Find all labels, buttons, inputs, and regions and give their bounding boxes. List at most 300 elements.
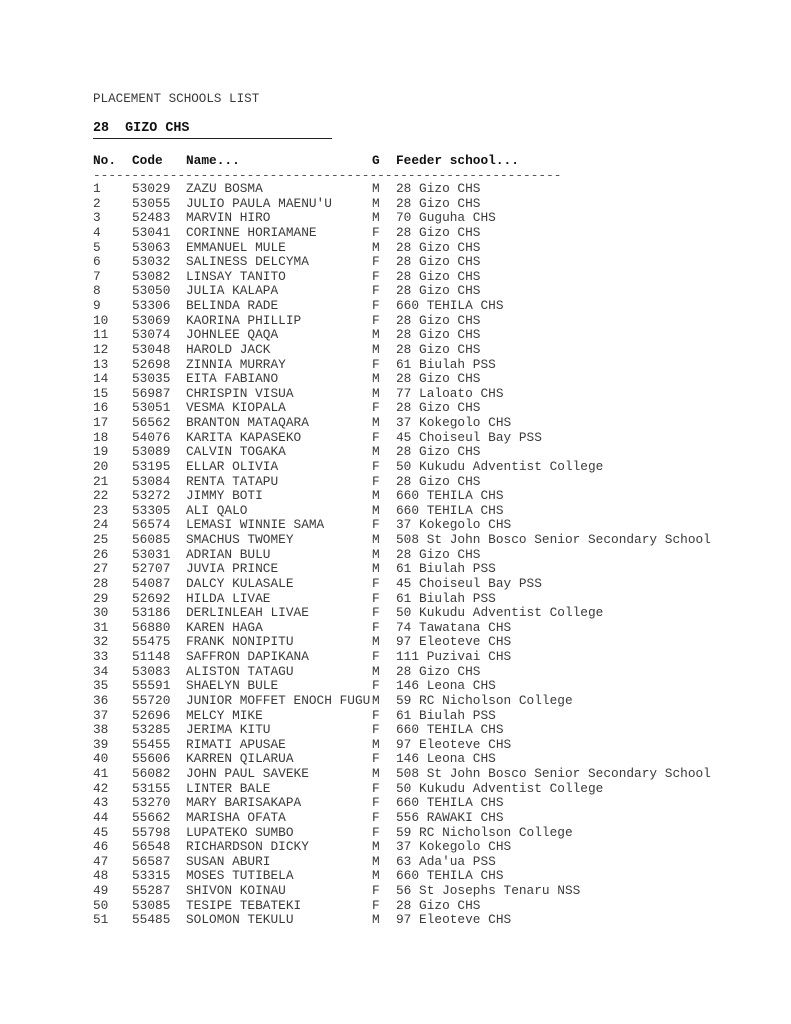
feeder-school: 97 Eleoteve CHS: [396, 912, 512, 928]
feeder-school: 59 RC Nicholson College: [396, 824, 573, 840]
row-number: 2: [93, 195, 101, 211]
student-code: 53155: [132, 780, 171, 796]
table-row: [0, 796, 791, 811]
student-name: JUNIOR MOFFET ENOCH FUGU: [186, 692, 371, 708]
table-row: [0, 241, 791, 256]
table-row: [0, 752, 791, 767]
student-name: JULIA KALAPA: [186, 283, 279, 299]
student-code: 55485: [132, 912, 171, 928]
row-number: 39: [93, 736, 109, 752]
row-number: 6: [93, 254, 101, 270]
row-number: 16: [93, 400, 109, 416]
feeder-school: 50 Kukudu Adventist College: [396, 780, 604, 796]
feeder-school: 56 St Josephs Tenaru NSS: [396, 883, 581, 898]
student-gender: M: [372, 766, 380, 781]
heading-underline: [93, 138, 332, 139]
table-row: [0, 343, 791, 358]
student-gender: F: [372, 707, 380, 723]
student-name: ADRIAN BULU: [186, 546, 271, 562]
student-code: 53083: [132, 663, 171, 679]
student-gender: F: [372, 605, 380, 621]
table-row: [0, 387, 791, 402]
student-code: 53084: [132, 473, 171, 489]
feeder-school: 37 Kokegolo CHS: [396, 415, 512, 430]
feeder-school: 660 TEHILA CHS: [396, 795, 504, 811]
feeder-school: 28 Gizo CHS: [396, 268, 481, 284]
student-code: 55287: [132, 883, 171, 898]
table-row: [0, 869, 791, 884]
student-code: 53041: [132, 224, 171, 240]
table-row: [0, 401, 791, 416]
student-name: KAORINA PHILLIP: [186, 312, 302, 328]
table-row: [0, 606, 791, 621]
row-number: 46: [93, 839, 109, 855]
table-row: [0, 299, 791, 314]
student-name: JUVIA PRINCE: [186, 561, 279, 577]
student-gender: M: [372, 385, 380, 401]
student-name: LINTER BALE: [186, 780, 271, 796]
table-row: [0, 270, 791, 285]
student-code: 53050: [132, 283, 171, 299]
feeder-school: 28 Gizo CHS: [396, 473, 481, 489]
student-name: KAREN HAGA: [186, 619, 263, 635]
column-header-code: Code: [132, 153, 163, 168]
student-code: 53051: [132, 400, 171, 416]
table-row: [0, 650, 791, 665]
feeder-school: 61 Biulah PSS: [396, 561, 496, 577]
student-code: 56548: [132, 839, 171, 855]
feeder-school: 660 TEHILA CHS: [396, 868, 504, 884]
feeder-school: 37 Kokegolo CHS: [396, 517, 512, 533]
row-number: 12: [93, 341, 109, 357]
student-code: 56987: [132, 385, 171, 401]
student-gender: M: [372, 327, 380, 343]
student-gender: M: [372, 488, 380, 504]
student-name: EITA FABIANO: [186, 371, 279, 387]
row-number: 41: [93, 766, 109, 781]
row-number: 42: [93, 780, 109, 796]
feeder-school: 28 Gizo CHS: [396, 224, 481, 240]
feeder-school: 660 TEHILA CHS: [396, 722, 504, 738]
row-number: 40: [93, 751, 109, 767]
student-code: 53285: [132, 722, 171, 738]
student-name: FRANK NONIPITU: [186, 634, 294, 650]
student-list: [0, 182, 791, 928]
student-code: 53186: [132, 605, 171, 621]
student-name: SHAELYN BULE: [186, 678, 279, 694]
student-name: RENTA TATAPU: [186, 473, 279, 489]
feeder-school: 77 Laloato CHS: [396, 385, 504, 401]
table-row: [0, 518, 791, 533]
row-number: 23: [93, 502, 109, 518]
table-row: [0, 665, 791, 680]
row-number: 31: [93, 619, 109, 635]
row-number: 50: [93, 897, 109, 913]
table-row: [0, 635, 791, 650]
student-name: EMMANUEL MULE: [186, 239, 286, 255]
feeder-school: 37 Kokegolo CHS: [396, 839, 512, 855]
student-name: SALINESS DELCYMA: [186, 254, 309, 270]
student-gender: F: [372, 517, 380, 533]
row-number: 14: [93, 371, 109, 387]
student-name: SAFFRON DAPIKANA: [186, 649, 309, 664]
student-name: SUSAN ABURI: [186, 853, 271, 869]
student-code: 53089: [132, 444, 171, 460]
row-number: 49: [93, 883, 109, 898]
student-code: 56587: [132, 853, 171, 869]
table-row: [0, 358, 791, 373]
table-row: [0, 182, 791, 197]
column-header-name: Name...: [186, 153, 240, 168]
student-code: 53195: [132, 458, 171, 474]
table-row: [0, 884, 791, 899]
student-name: HAROLD JACK: [186, 341, 271, 357]
student-gender: F: [372, 780, 380, 796]
table-row: [0, 811, 791, 826]
student-gender: F: [372, 809, 380, 825]
feeder-school: 146 Leona CHS: [396, 678, 496, 694]
student-name: KARREN QILARUA: [186, 751, 294, 767]
student-code: 53272: [132, 488, 171, 504]
row-number: 1: [93, 181, 101, 196]
feeder-school: 59 RC Nicholson College: [396, 692, 573, 708]
table-row: [0, 284, 791, 299]
table-row: [0, 562, 791, 577]
student-gender: M: [372, 532, 380, 547]
student-code: 53085: [132, 897, 171, 913]
feeder-school: 28 Gizo CHS: [396, 663, 481, 679]
feeder-school: 63 Ada'ua PSS: [396, 853, 496, 869]
student-code: 55720: [132, 692, 171, 708]
student-gender: F: [372, 298, 380, 313]
row-number: 3: [93, 210, 101, 226]
student-name: ELLAR OLIVIA: [186, 458, 279, 474]
student-gender: F: [372, 883, 380, 898]
student-name: MOSES TUTIBELA: [186, 868, 294, 884]
feeder-school: 28 Gizo CHS: [396, 444, 481, 460]
student-gender: F: [372, 751, 380, 767]
document-title: PLACEMENT SCHOOLS LIST: [93, 92, 260, 106]
row-number: 35: [93, 678, 109, 694]
student-name: DERLINLEAH LIVAE: [186, 605, 309, 621]
table-row: [0, 372, 791, 387]
table-row: [0, 913, 791, 928]
student-name: LINSAY TANITO: [186, 268, 286, 284]
student-gender: M: [372, 561, 380, 577]
student-name: MARY BARISAKAPA: [186, 795, 302, 811]
student-name: SMACHUS TWOMEY: [186, 532, 294, 547]
student-code: 53031: [132, 546, 171, 562]
table-row: [0, 709, 791, 724]
feeder-school: 28 Gizo CHS: [396, 546, 481, 562]
student-gender: M: [372, 634, 380, 650]
row-number: 25: [93, 532, 109, 547]
student-gender: M: [372, 239, 380, 255]
student-code: 52707: [132, 561, 171, 577]
student-code: 55455: [132, 736, 171, 752]
feeder-school: 28 Gizo CHS: [396, 254, 481, 270]
table-row: [0, 826, 791, 841]
feeder-school: 28 Gizo CHS: [396, 239, 481, 255]
feeder-school: 508 St John Bosco Senior Secondary School: [396, 766, 711, 781]
student-gender: M: [372, 736, 380, 752]
row-number: 22: [93, 488, 109, 504]
feeder-school: 74 Tawatana CHS: [396, 619, 512, 635]
feeder-school: 61 Biulah PSS: [396, 356, 496, 372]
header-separator: -------------------------------------------------------------: [93, 168, 562, 183]
row-number: 28: [93, 575, 109, 591]
student-code: 55475: [132, 634, 171, 650]
table-row: [0, 255, 791, 270]
table-row: [0, 782, 791, 797]
row-number: 24: [93, 517, 109, 533]
student-code: 56574: [132, 517, 171, 533]
student-code: 52698: [132, 356, 171, 372]
student-name: JERIMA KITU: [186, 722, 271, 738]
row-number: 15: [93, 385, 109, 401]
student-gender: M: [372, 341, 380, 357]
feeder-school: 660 TEHILA CHS: [396, 502, 504, 518]
table-row: [0, 431, 791, 446]
student-name: MELCY MIKE: [186, 707, 263, 723]
table-row: [0, 621, 791, 636]
student-code: 55662: [132, 809, 171, 825]
row-number: 13: [93, 356, 109, 372]
student-name: JOHNLEE QAQA: [186, 327, 279, 343]
student-code: 56880: [132, 619, 171, 635]
student-code: 53305: [132, 502, 171, 518]
student-name: ALISTON TATAGU: [186, 663, 294, 679]
student-name: CORINNE HORIAMANE: [186, 224, 317, 240]
student-gender: M: [372, 502, 380, 518]
student-gender: F: [372, 619, 380, 635]
feeder-school: 28 Gizo CHS: [396, 371, 481, 387]
student-gender: F: [372, 824, 380, 840]
student-name: BELINDA RADE: [186, 298, 279, 313]
feeder-school: 660 TEHILA CHS: [396, 488, 504, 504]
row-number: 26: [93, 546, 109, 562]
student-gender: F: [372, 312, 380, 328]
row-number: 4: [93, 224, 101, 240]
feeder-school: 28 Gizo CHS: [396, 897, 481, 913]
column-header-feeder-school: Feeder school...: [396, 153, 519, 168]
student-gender: M: [372, 195, 380, 211]
student-name: LUPATEKO SUMBO: [186, 824, 294, 840]
row-number: 44: [93, 809, 109, 825]
student-code: 53069: [132, 312, 171, 328]
student-code: 53315: [132, 868, 171, 884]
student-code: 54087: [132, 575, 171, 591]
row-number: 43: [93, 795, 109, 811]
student-name: JULIO PAULA MAENU'U: [186, 195, 332, 211]
row-number: 48: [93, 868, 109, 884]
student-code: 54076: [132, 429, 171, 445]
table-row: [0, 738, 791, 753]
student-name: RICHARDSON DICKY: [186, 839, 309, 855]
table-row: [0, 314, 791, 329]
feeder-school: 70 Guguha CHS: [396, 210, 496, 226]
row-number: 18: [93, 429, 109, 445]
student-code: 53270: [132, 795, 171, 811]
student-code: 55798: [132, 824, 171, 840]
table-row: [0, 855, 791, 870]
feeder-school: 508 St John Bosco Senior Secondary School: [396, 532, 711, 547]
student-code: 56085: [132, 532, 171, 547]
student-code: 52692: [132, 590, 171, 606]
student-name: JIMMY BOTI: [186, 488, 263, 504]
column-header-gender: G: [372, 153, 380, 168]
table-row: [0, 226, 791, 241]
feeder-school: 97 Eleoteve CHS: [396, 634, 512, 650]
table-row: [0, 577, 791, 592]
student-name: SHIVON KOINAU: [186, 883, 286, 898]
table-row: [0, 679, 791, 694]
student-code: 52696: [132, 707, 171, 723]
row-number: 37: [93, 707, 109, 723]
feeder-school: 97 Eleoteve CHS: [396, 736, 512, 752]
row-number: 17: [93, 415, 109, 430]
student-name: CALVIN TOGAKA: [186, 444, 286, 460]
student-gender: M: [372, 181, 380, 196]
student-gender: M: [372, 868, 380, 884]
student-code: 55591: [132, 678, 171, 694]
feeder-school: 660 TEHILA CHS: [396, 298, 504, 313]
student-code: 56562: [132, 415, 171, 430]
table-row: [0, 592, 791, 607]
table-row: [0, 504, 791, 519]
student-name: BRANTON MATAQARA: [186, 415, 309, 430]
table-row: [0, 489, 791, 504]
feeder-school: 28 Gizo CHS: [396, 312, 481, 328]
table-row: [0, 533, 791, 548]
student-gender: F: [372, 268, 380, 284]
student-name: RIMATI APUSAE: [186, 736, 286, 752]
row-number: 32: [93, 634, 109, 650]
feeder-school: 50 Kukudu Adventist College: [396, 605, 604, 621]
student-gender: F: [372, 458, 380, 474]
student-name: JOHN PAUL SAVEKE: [186, 766, 309, 781]
student-name: CHRISPIN VISUA: [186, 385, 294, 401]
feeder-school: 28 Gizo CHS: [396, 195, 481, 211]
row-number: 34: [93, 663, 109, 679]
table-row: [0, 197, 791, 212]
row-number: 9: [93, 298, 101, 313]
student-name: TESIPE TEBATEKI: [186, 897, 302, 913]
student-name: HILDA LIVAE: [186, 590, 271, 606]
feeder-school: 111 Puzivai CHS: [396, 649, 512, 664]
student-code: 56082: [132, 766, 171, 781]
feeder-school: 45 Choiseul Bay PSS: [396, 575, 542, 591]
student-gender: F: [372, 473, 380, 489]
feeder-school: 61 Biulah PSS: [396, 590, 496, 606]
student-gender: F: [372, 283, 380, 299]
student-name: SOLOMON TEKULU: [186, 912, 294, 928]
student-gender: F: [372, 400, 380, 416]
table-row: [0, 445, 791, 460]
table-row: [0, 416, 791, 431]
table-row: [0, 460, 791, 475]
student-code: 53055: [132, 195, 171, 211]
student-gender: F: [372, 590, 380, 606]
feeder-school: 28 Gizo CHS: [396, 327, 481, 343]
row-number: 47: [93, 853, 109, 869]
student-gender: F: [372, 795, 380, 811]
student-code: 53063: [132, 239, 171, 255]
student-gender: M: [372, 371, 380, 387]
student-gender: F: [372, 429, 380, 445]
student-name: LEMASI WINNIE SAMA: [186, 517, 325, 533]
table-row: [0, 723, 791, 738]
row-number: 33: [93, 649, 109, 664]
feeder-school: 146 Leona CHS: [396, 751, 496, 767]
student-gender: F: [372, 224, 380, 240]
feeder-school: 28 Gizo CHS: [396, 400, 481, 416]
feeder-school: 50 Kukudu Adventist College: [396, 458, 604, 474]
student-code: 53029: [132, 181, 171, 196]
student-gender: F: [372, 678, 380, 694]
row-number: 38: [93, 722, 109, 738]
row-number: 45: [93, 824, 109, 840]
feeder-school: 28 Gizo CHS: [396, 341, 481, 357]
student-name: MARVIN HIRO: [186, 210, 271, 226]
row-number: 36: [93, 692, 109, 708]
student-gender: F: [372, 254, 380, 270]
student-gender: M: [372, 415, 380, 430]
feeder-school: 45 Choiseul Bay PSS: [396, 429, 542, 445]
student-code: 53032: [132, 254, 171, 270]
student-gender: F: [372, 897, 380, 913]
row-number: 29: [93, 590, 109, 606]
student-gender: M: [372, 210, 380, 226]
student-code: 52483: [132, 210, 171, 226]
student-name: ZINNIA MURRAY: [186, 356, 286, 372]
student-name: ZAZU BOSMA: [186, 181, 263, 196]
student-code: 53035: [132, 371, 171, 387]
student-gender: M: [372, 912, 380, 928]
student-gender: M: [372, 663, 380, 679]
table-row: [0, 899, 791, 914]
row-number: 11: [93, 327, 109, 343]
student-gender: M: [372, 444, 380, 460]
row-number: 21: [93, 473, 109, 489]
student-code: 53048: [132, 341, 171, 357]
row-number: 20: [93, 458, 109, 474]
student-gender: F: [372, 356, 380, 372]
feeder-school: 556 RAWAKI CHS: [396, 809, 504, 825]
table-row: [0, 694, 791, 709]
student-name: VESMA KIOPALA: [186, 400, 286, 416]
student-name: MARISHA OFATA: [186, 809, 286, 825]
row-number: 7: [93, 268, 101, 284]
row-number: 8: [93, 283, 101, 299]
row-number: 5: [93, 239, 101, 255]
student-gender: M: [372, 692, 380, 708]
student-code: 55606: [132, 751, 171, 767]
table-row: [0, 475, 791, 490]
column-header-no: No.: [93, 153, 117, 168]
feeder-school: 61 Biulah PSS: [396, 707, 496, 723]
student-gender: F: [372, 722, 380, 738]
student-code: 53306: [132, 298, 171, 313]
student-code: 53074: [132, 327, 171, 343]
row-number: 10: [93, 312, 109, 328]
student-gender: F: [372, 649, 380, 664]
table-row: [0, 328, 791, 343]
feeder-school: 28 Gizo CHS: [396, 283, 481, 299]
student-gender: F: [372, 575, 380, 591]
table-row: [0, 767, 791, 782]
row-number: 27: [93, 561, 109, 577]
